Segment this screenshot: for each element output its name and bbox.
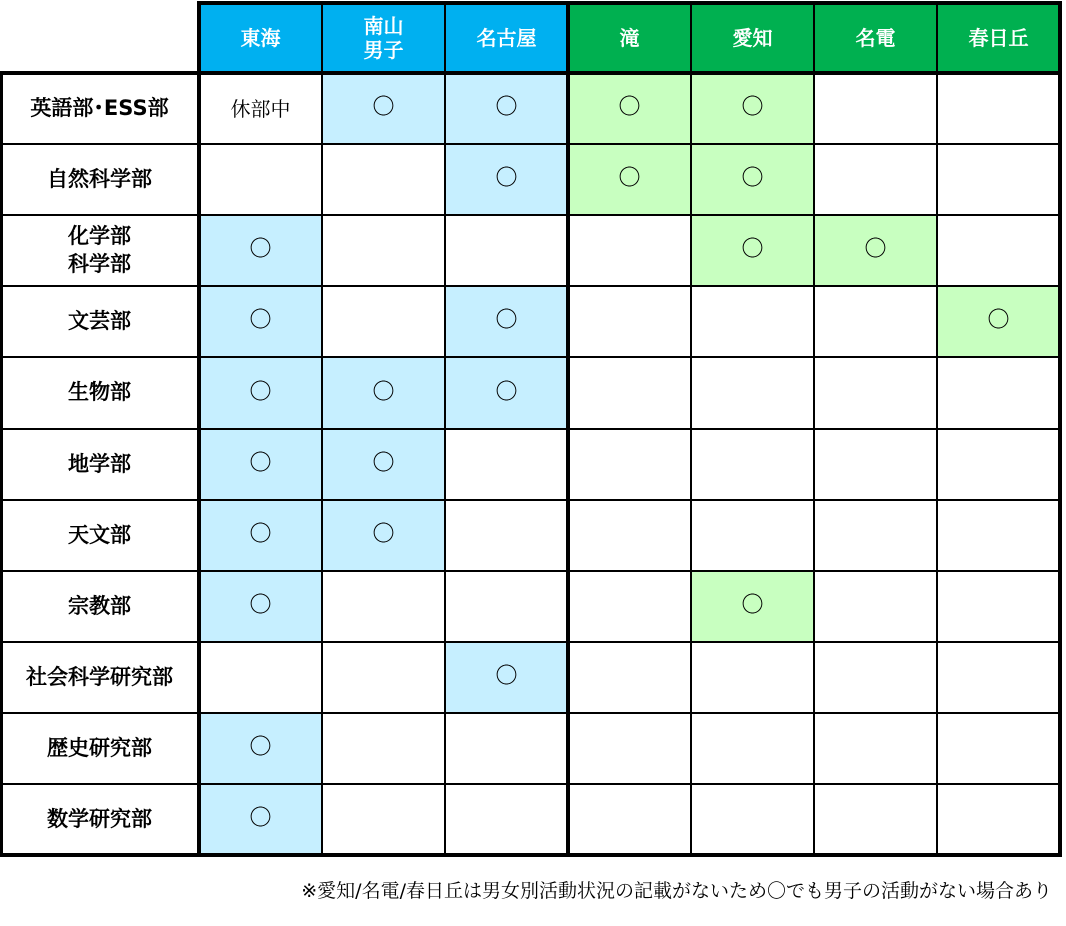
table-cell-r2-c4: 〇 xyxy=(691,215,814,286)
table-cell-r0-c0: 休部中 xyxy=(199,73,322,144)
row-divider xyxy=(0,641,1060,643)
row-label-9: 歴史研究部 xyxy=(0,713,199,784)
table-cell-r3-c5 xyxy=(814,286,937,357)
table-cell-r6-c2 xyxy=(445,500,568,571)
table-cell-r8-c4 xyxy=(691,642,814,713)
table-cell-r8-c1 xyxy=(322,642,445,713)
table-cell-r10-c3 xyxy=(568,784,691,855)
table-cell-r6-c6 xyxy=(937,500,1060,571)
table-cell-r1-c2: 〇 xyxy=(445,144,568,215)
row-label-7: 宗教部 xyxy=(0,571,199,642)
table-cell-r10-c5 xyxy=(814,784,937,855)
row-label-2: 化学部 科学部 xyxy=(0,215,199,286)
table-cell-r8-c3 xyxy=(568,642,691,713)
table-cell-r4-c1: 〇 xyxy=(322,357,445,429)
table-cell-r7-c1 xyxy=(322,571,445,642)
table-cell-r1-c6 xyxy=(937,144,1060,215)
table-cell-r8-c0 xyxy=(199,642,322,713)
table-cell-r8-c5 xyxy=(814,642,937,713)
table-cell-r2-c6 xyxy=(937,215,1060,286)
row-divider xyxy=(0,214,1060,216)
table-cell-r0-c4: 〇 xyxy=(691,73,814,144)
footnote: ※愛知/名電/春日丘は男女別活動状況の記載がないため〇でも男子の活動がない場合あり xyxy=(301,880,1052,902)
table-cell-r10-c1 xyxy=(322,784,445,855)
row-divider xyxy=(0,570,1060,572)
table-cell-r5-c1: 〇 xyxy=(322,429,445,500)
column-header-6: 春日丘 xyxy=(937,3,1060,73)
table-cell-r5-c6 xyxy=(937,429,1060,500)
column-divider xyxy=(936,3,938,855)
table-cell-r3-c3 xyxy=(568,286,691,357)
table-cell-r5-c5 xyxy=(814,429,937,500)
table-cell-r5-c2 xyxy=(445,429,568,500)
table-cell-r6-c5 xyxy=(814,500,937,571)
table-cell-r4-c3 xyxy=(568,357,691,429)
column-header-3: 滝 xyxy=(568,3,691,73)
row-divider xyxy=(0,285,1060,287)
table-cell-r9-c0: 〇 xyxy=(199,713,322,784)
table-cell-r0-c3: 〇 xyxy=(568,73,691,144)
table-cell-r7-c4: 〇 xyxy=(691,571,814,642)
table-cell-r0-c1: 〇 xyxy=(322,73,445,144)
column-divider xyxy=(690,3,692,855)
table-cell-r6-c3 xyxy=(568,500,691,571)
row-divider xyxy=(0,143,1060,145)
table-cell-r10-c4 xyxy=(691,784,814,855)
table-cell-r2-c0: 〇 xyxy=(199,215,322,286)
table-cell-r2-c2 xyxy=(445,215,568,286)
row-label-10: 数学研究部 xyxy=(0,784,199,855)
row-label-1: 自然科学部 xyxy=(0,144,199,215)
table-cell-r7-c6 xyxy=(937,571,1060,642)
column-header-4: 愛知 xyxy=(691,3,814,73)
table-cell-r6-c4 xyxy=(691,500,814,571)
table-cell-r4-c6 xyxy=(937,357,1060,429)
table-cell-r3-c4 xyxy=(691,286,814,357)
table-right-border xyxy=(1058,1,1062,857)
table-cell-r7-c2 xyxy=(445,571,568,642)
table-cell-r6-c1: 〇 xyxy=(322,500,445,571)
row-label-3: 文芸部 xyxy=(0,286,199,357)
table-cell-r5-c0: 〇 xyxy=(199,429,322,500)
column-divider xyxy=(813,3,815,855)
table-cell-r3-c0: 〇 xyxy=(199,286,322,357)
table-cell-r5-c3 xyxy=(568,429,691,500)
label-column-left-border xyxy=(0,73,3,857)
row-label-8: 社会科学研究部 xyxy=(0,642,199,713)
table-cell-r4-c0: 〇 xyxy=(199,357,322,429)
table-cell-r3-c1 xyxy=(322,286,445,357)
table-cell-r2-c3 xyxy=(568,215,691,286)
table-cell-r10-c2 xyxy=(445,784,568,855)
group-separator xyxy=(566,1,570,857)
row-divider xyxy=(0,499,1060,501)
table-cell-r1-c5 xyxy=(814,144,937,215)
table-cell-r1-c4: 〇 xyxy=(691,144,814,215)
table-cell-r6-c0: 〇 xyxy=(199,500,322,571)
table-cell-r9-c5 xyxy=(814,713,937,784)
table-cell-r8-c2: 〇 xyxy=(445,642,568,713)
table-cell-r1-c3: 〇 xyxy=(568,144,691,215)
table-cell-r2-c5: 〇 xyxy=(814,215,937,286)
table-cell-r9-c2 xyxy=(445,713,568,784)
table-cell-r10-c6 xyxy=(937,784,1060,855)
row-divider xyxy=(0,428,1060,430)
table-cell-r2-c1 xyxy=(322,215,445,286)
table-cell-r7-c5 xyxy=(814,571,937,642)
row-label-5: 地学部 xyxy=(0,429,199,500)
column-divider xyxy=(444,3,446,855)
table-cell-r3-c6: 〇 xyxy=(937,286,1060,357)
column-header-5: 名電 xyxy=(814,3,937,73)
table-cell-r5-c4 xyxy=(691,429,814,500)
row-divider xyxy=(0,712,1060,714)
table-cell-r1-c0 xyxy=(199,144,322,215)
table-cell-r8-c6 xyxy=(937,642,1060,713)
column-divider xyxy=(321,3,323,855)
table-cell-r9-c3 xyxy=(568,713,691,784)
column-header-2: 名古屋 xyxy=(445,3,568,73)
table-cell-r1-c1 xyxy=(322,144,445,215)
table-cell-r4-c4 xyxy=(691,357,814,429)
table-cell-r0-c5 xyxy=(814,73,937,144)
row-divider xyxy=(0,783,1060,785)
table-cell-r4-c5 xyxy=(814,357,937,429)
table-cell-r9-c4 xyxy=(691,713,814,784)
label-column-right-border xyxy=(197,1,201,857)
header-bottom-border xyxy=(0,71,1062,75)
row-divider xyxy=(0,356,1060,358)
row-label-4: 生物部 xyxy=(0,357,199,429)
table-bottom-border xyxy=(0,853,1062,857)
row-label-0: 英語部･ESS部 xyxy=(0,73,199,144)
table-cell-r9-c6 xyxy=(937,713,1060,784)
column-header-1: 南山 男子 xyxy=(322,3,445,73)
table-cell-r3-c2: 〇 xyxy=(445,286,568,357)
table-cell-r7-c3 xyxy=(568,571,691,642)
table-cell-r0-c6 xyxy=(937,73,1060,144)
table-cell-r9-c1 xyxy=(322,713,445,784)
column-header-0: 東海 xyxy=(199,3,322,73)
row-label-6: 天文部 xyxy=(0,500,199,571)
table-cell-r0-c2: 〇 xyxy=(445,73,568,144)
header-top-border xyxy=(197,1,1062,5)
table-cell-r10-c0: 〇 xyxy=(199,784,322,855)
table-cell-r4-c2: 〇 xyxy=(445,357,568,429)
table-cell-r7-c0: 〇 xyxy=(199,571,322,642)
